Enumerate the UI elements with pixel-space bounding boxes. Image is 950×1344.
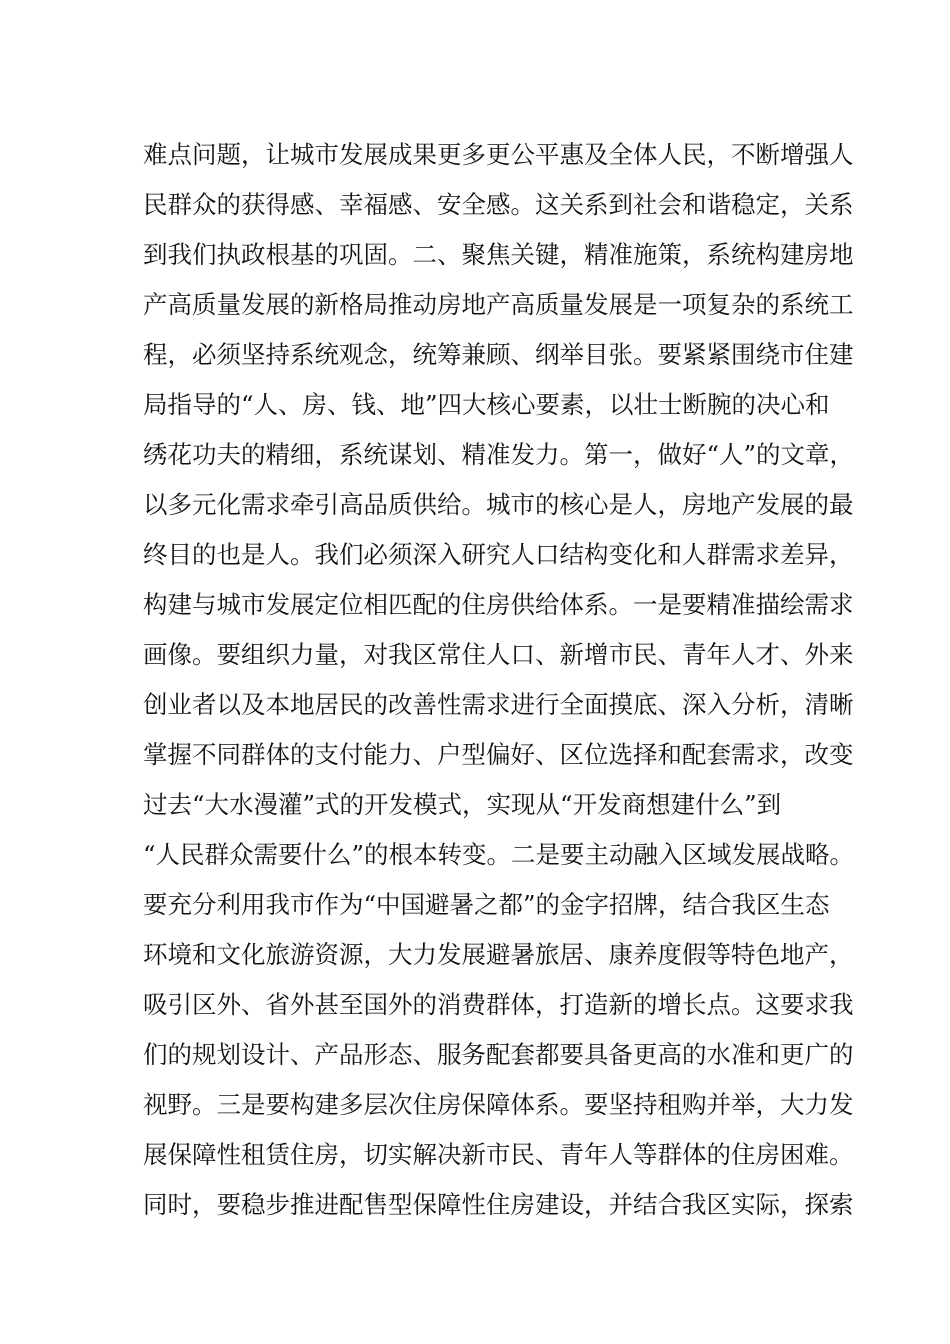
text-line: 程，必须坚持系统观念，统筹兼顾、纲举目张。要紧紧围绕市住建 <box>143 340 854 369</box>
text-line: 要充分利用我市作为“中国避暑之都”的金字招牌，结合我区生态 <box>143 890 830 919</box>
text-line: 画像。要组织力量，对我区常住人口、新增市民、青年人才、外来 <box>143 640 854 669</box>
text-line: 构建与城市发展定位相匹配的住房供给体系。一是要精准描绘需求 <box>143 590 854 619</box>
text-line: 掌握不同群体的支付能力、户型偏好、区位选择和配套需求，改变 <box>143 740 854 769</box>
text-line: 们的规划设计、产品形态、服务配套都要具备更高的水准和更广的 <box>143 1040 854 1069</box>
text-line: 环境和文化旅游资源，大力发展避暑旅居、康养度假等特色地产， <box>143 940 854 969</box>
text-line: 产高质量发展的新格局推动房地产高质量发展是一项复杂的系统工 <box>143 290 854 319</box>
text-line: 局指导的“人、房、钱、地”四大核心要素，以壮士断腕的决心和 <box>143 390 830 419</box>
text-line: “人民群众需要什么”的根本转变。二是要主动融入区域发展战略。 <box>143 840 855 869</box>
text-line: 难点问题，让城市发展成果更多更公平惠及全体人民，不断增强人 <box>143 140 854 169</box>
text-line: 终目的也是人。我们必须深入研究人口结构变化和人群需求差异， <box>143 540 854 569</box>
text-line: 到我们执政根基的巩固。二、聚焦关键，精准施策，系统构建房地 <box>143 240 854 269</box>
text-line: 绣花功夫的精细，系统谋划、精准发力。第一，做好“人”的文章， <box>143 440 855 469</box>
text-line: 视野。三是要构建多层次住房保障体系。要坚持租购并举，大力发 <box>143 1090 854 1119</box>
text-line: 民群众的获得感、幸福感、安全感。这关系到社会和谐稳定，关系 <box>143 190 854 219</box>
text-line: 吸引区外、省外甚至国外的消费群体，打造新的增长点。这要求我 <box>143 990 854 1019</box>
text-line: 展保障性租赁住房，切实解决新市民、青年人等群体的住房困难。 <box>143 1140 854 1169</box>
text-line: 创业者以及本地居民的改善性需求进行全面摸底、深入分析，清晰 <box>143 690 854 719</box>
text-line: 过去“大水漫灌”式的开发模式，实现从“开发商想建什么”到 <box>143 790 782 819</box>
text-line: 同时，要稳步推进配售型保障性住房建设，并结合我区实际，探索 <box>143 1190 854 1219</box>
text-line: 以多元化需求牵引高品质供给。城市的核心是人，房地产发展的最 <box>143 490 854 519</box>
body-text <box>143 130 855 1230</box>
